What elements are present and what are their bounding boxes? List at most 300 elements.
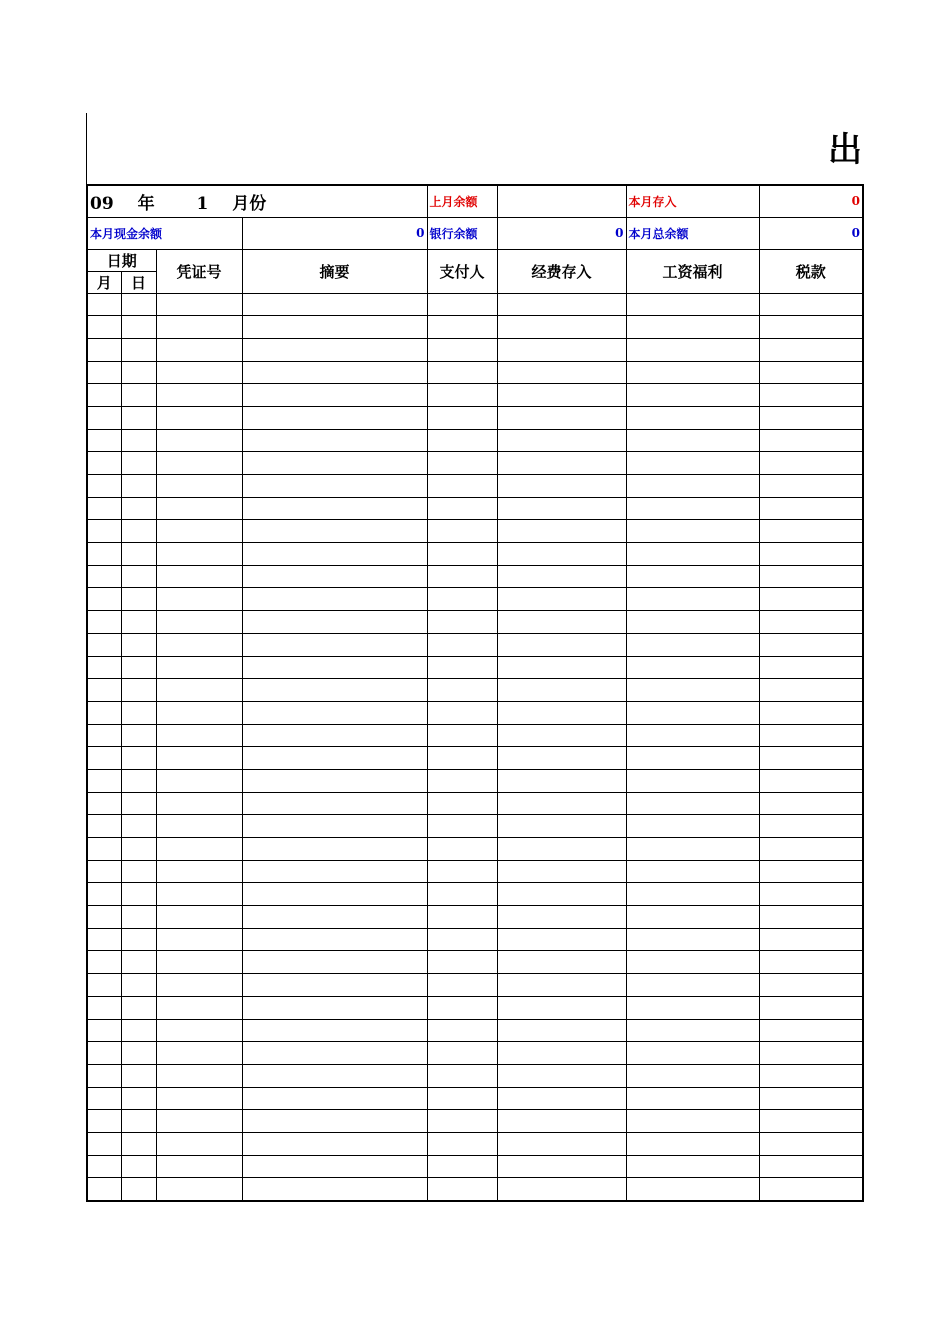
table-cell[interactable] <box>242 883 427 906</box>
table-cell[interactable] <box>759 1110 863 1133</box>
table-cell[interactable] <box>427 1042 497 1065</box>
table-cell[interactable] <box>156 475 242 498</box>
table-cell[interactable] <box>427 1019 497 1042</box>
table-cell[interactable] <box>121 1132 156 1155</box>
table-cell[interactable] <box>156 792 242 815</box>
table-cell[interactable] <box>121 497 156 520</box>
table-cell[interactable] <box>87 974 121 997</box>
table-cell[interactable] <box>242 497 427 520</box>
table-cell[interactable] <box>156 951 242 974</box>
table-cell[interactable] <box>121 611 156 634</box>
table-cell[interactable] <box>759 452 863 475</box>
table-cell[interactable] <box>242 747 427 770</box>
table-cell[interactable] <box>497 429 626 452</box>
table-cell[interactable] <box>427 1178 497 1201</box>
table-cell[interactable] <box>156 588 242 611</box>
table-cell[interactable] <box>156 656 242 679</box>
table-cell[interactable] <box>759 429 863 452</box>
table-cell[interactable] <box>626 1064 759 1087</box>
table-cell[interactable] <box>87 543 121 566</box>
table-cell[interactable] <box>242 588 427 611</box>
table-cell[interactable] <box>156 701 242 724</box>
table-cell[interactable] <box>242 384 427 407</box>
table-cell[interactable] <box>87 497 121 520</box>
table-cell[interactable] <box>497 316 626 339</box>
table-cell[interactable] <box>427 656 497 679</box>
table-cell[interactable] <box>759 656 863 679</box>
table-cell[interactable] <box>87 406 121 429</box>
table-cell[interactable] <box>242 838 427 861</box>
table-cell[interactable] <box>87 1064 121 1087</box>
table-cell[interactable] <box>626 860 759 883</box>
table-cell[interactable] <box>427 1064 497 1087</box>
table-cell[interactable] <box>626 293 759 316</box>
table-cell[interactable] <box>87 951 121 974</box>
table-cell[interactable] <box>121 1110 156 1133</box>
table-cell[interactable] <box>87 520 121 543</box>
table-cell[interactable] <box>427 724 497 747</box>
table-cell[interactable] <box>626 974 759 997</box>
table-cell[interactable] <box>156 1155 242 1178</box>
table-cell[interactable] <box>242 701 427 724</box>
prev-balance-value[interactable] <box>497 185 626 217</box>
table-cell[interactable] <box>497 1155 626 1178</box>
table-cell[interactable] <box>427 543 497 566</box>
table-cell[interactable] <box>626 633 759 656</box>
table-cell[interactable] <box>156 611 242 634</box>
table-cell[interactable] <box>759 769 863 792</box>
table-cell[interactable] <box>626 906 759 929</box>
table-cell[interactable] <box>497 1064 626 1087</box>
table-cell[interactable] <box>626 611 759 634</box>
table-cell[interactable] <box>759 1178 863 1201</box>
table-cell[interactable] <box>121 883 156 906</box>
table-cell[interactable] <box>87 475 121 498</box>
table-cell[interactable] <box>759 1019 863 1042</box>
table-cell[interactable] <box>156 1110 242 1133</box>
table-cell[interactable] <box>497 293 626 316</box>
table-cell[interactable] <box>87 1042 121 1065</box>
table-cell[interactable] <box>242 815 427 838</box>
table-cell[interactable] <box>497 475 626 498</box>
table-cell[interactable] <box>626 361 759 384</box>
table-cell[interactable] <box>497 1110 626 1133</box>
table-cell[interactable] <box>121 1087 156 1110</box>
table-cell[interactable] <box>427 1087 497 1110</box>
table-cell[interactable] <box>156 565 242 588</box>
table-cell[interactable] <box>87 1110 121 1133</box>
table-cell[interactable] <box>626 815 759 838</box>
table-cell[interactable] <box>87 565 121 588</box>
table-cell[interactable] <box>626 338 759 361</box>
table-cell[interactable] <box>242 361 427 384</box>
table-cell[interactable] <box>121 1019 156 1042</box>
table-cell[interactable] <box>156 769 242 792</box>
table-cell[interactable] <box>497 996 626 1019</box>
table-cell[interactable] <box>427 792 497 815</box>
table-cell[interactable] <box>87 611 121 634</box>
table-cell[interactable] <box>121 838 156 861</box>
table-cell[interactable] <box>121 724 156 747</box>
table-cell[interactable] <box>156 1064 242 1087</box>
table-cell[interactable] <box>427 452 497 475</box>
table-cell[interactable] <box>242 656 427 679</box>
table-cell[interactable] <box>427 520 497 543</box>
table-cell[interactable] <box>156 338 242 361</box>
table-cell[interactable] <box>242 543 427 566</box>
table-cell[interactable] <box>759 747 863 770</box>
table-cell[interactable] <box>497 452 626 475</box>
table-cell[interactable] <box>759 815 863 838</box>
table-cell[interactable] <box>497 792 626 815</box>
table-cell[interactable] <box>121 338 156 361</box>
table-cell[interactable] <box>759 497 863 520</box>
table-cell[interactable] <box>626 588 759 611</box>
table-cell[interactable] <box>87 1155 121 1178</box>
table-cell[interactable] <box>156 974 242 997</box>
table-cell[interactable] <box>87 338 121 361</box>
table-cell[interactable] <box>427 293 497 316</box>
table-cell[interactable] <box>626 543 759 566</box>
table-cell[interactable] <box>427 406 497 429</box>
table-cell[interactable] <box>242 1132 427 1155</box>
table-cell[interactable] <box>497 679 626 702</box>
table-cell[interactable] <box>87 906 121 929</box>
table-cell[interactable] <box>497 338 626 361</box>
table-cell[interactable] <box>242 406 427 429</box>
table-cell[interactable] <box>242 951 427 974</box>
table-cell[interactable] <box>87 747 121 770</box>
table-cell[interactable] <box>497 565 626 588</box>
table-cell[interactable] <box>121 1178 156 1201</box>
table-cell[interactable] <box>427 588 497 611</box>
table-cell[interactable] <box>87 1019 121 1042</box>
table-cell[interactable] <box>87 316 121 339</box>
table-cell[interactable] <box>242 1064 427 1087</box>
table-cell[interactable] <box>156 1087 242 1110</box>
table-cell[interactable] <box>156 497 242 520</box>
table-cell[interactable] <box>121 1064 156 1087</box>
table-cell[interactable] <box>759 883 863 906</box>
table-cell[interactable] <box>242 1087 427 1110</box>
table-cell[interactable] <box>626 429 759 452</box>
table-cell[interactable] <box>121 406 156 429</box>
table-cell[interactable] <box>242 679 427 702</box>
table-cell[interactable] <box>759 475 863 498</box>
table-cell[interactable] <box>497 883 626 906</box>
table-cell[interactable] <box>497 1042 626 1065</box>
table-cell[interactable] <box>759 906 863 929</box>
table-cell[interactable] <box>497 656 626 679</box>
table-cell[interactable] <box>427 361 497 384</box>
table-cell[interactable] <box>759 384 863 407</box>
table-cell[interactable] <box>121 974 156 997</box>
table-cell[interactable] <box>497 860 626 883</box>
table-cell[interactable] <box>242 611 427 634</box>
table-cell[interactable] <box>156 838 242 861</box>
table-cell[interactable] <box>427 701 497 724</box>
table-cell[interactable] <box>121 1042 156 1065</box>
table-cell[interactable] <box>497 543 626 566</box>
table-cell[interactable] <box>497 769 626 792</box>
table-cell[interactable] <box>497 611 626 634</box>
table-cell[interactable] <box>242 475 427 498</box>
table-cell[interactable] <box>121 769 156 792</box>
table-cell[interactable] <box>626 747 759 770</box>
table-cell[interactable] <box>759 543 863 566</box>
table-cell[interactable] <box>121 475 156 498</box>
table-cell[interactable] <box>156 361 242 384</box>
table-cell[interactable] <box>87 928 121 951</box>
table-cell[interactable] <box>427 565 497 588</box>
table-cell[interactable] <box>626 565 759 588</box>
table-cell[interactable] <box>87 701 121 724</box>
table-cell[interactable] <box>497 361 626 384</box>
table-cell[interactable] <box>626 656 759 679</box>
table-cell[interactable] <box>156 1132 242 1155</box>
table-cell[interactable] <box>497 906 626 929</box>
table-cell[interactable] <box>87 633 121 656</box>
table-cell[interactable] <box>121 906 156 929</box>
table-cell[interactable] <box>156 928 242 951</box>
table-cell[interactable] <box>242 338 427 361</box>
table-cell[interactable] <box>156 679 242 702</box>
table-cell[interactable] <box>626 1019 759 1042</box>
table-cell[interactable] <box>626 497 759 520</box>
table-cell[interactable] <box>242 520 427 543</box>
table-cell[interactable] <box>759 1042 863 1065</box>
table-cell[interactable] <box>759 1132 863 1155</box>
table-cell[interactable] <box>87 815 121 838</box>
cash-balance-value[interactable]: 0 <box>242 217 427 249</box>
table-cell[interactable] <box>427 928 497 951</box>
table-cell[interactable] <box>626 951 759 974</box>
table-cell[interactable] <box>87 724 121 747</box>
table-cell[interactable] <box>759 860 863 883</box>
table-cell[interactable] <box>497 815 626 838</box>
table-cell[interactable] <box>87 656 121 679</box>
table-cell[interactable] <box>121 928 156 951</box>
table-cell[interactable] <box>242 1155 427 1178</box>
table-cell[interactable] <box>759 724 863 747</box>
table-cell[interactable] <box>242 860 427 883</box>
table-cell[interactable] <box>759 316 863 339</box>
table-cell[interactable] <box>759 701 863 724</box>
table-cell[interactable] <box>121 565 156 588</box>
table-cell[interactable] <box>156 860 242 883</box>
table-cell[interactable] <box>156 520 242 543</box>
table-cell[interactable] <box>759 633 863 656</box>
table-cell[interactable] <box>759 361 863 384</box>
table-cell[interactable] <box>121 633 156 656</box>
table-cell[interactable] <box>626 1155 759 1178</box>
bank-balance-value[interactable]: 0 <box>497 217 626 249</box>
table-cell[interactable] <box>242 1110 427 1133</box>
table-cell[interactable] <box>87 679 121 702</box>
table-cell[interactable] <box>87 588 121 611</box>
table-cell[interactable] <box>497 701 626 724</box>
table-cell[interactable] <box>497 633 626 656</box>
table-cell[interactable] <box>626 452 759 475</box>
table-cell[interactable] <box>626 838 759 861</box>
table-cell[interactable] <box>427 996 497 1019</box>
table-cell[interactable] <box>121 588 156 611</box>
table-cell[interactable] <box>427 906 497 929</box>
table-cell[interactable] <box>427 633 497 656</box>
table-cell[interactable] <box>156 883 242 906</box>
table-cell[interactable] <box>156 1019 242 1042</box>
table-cell[interactable] <box>626 996 759 1019</box>
table-cell[interactable] <box>626 316 759 339</box>
table-cell[interactable] <box>156 906 242 929</box>
table-cell[interactable] <box>156 996 242 1019</box>
table-cell[interactable] <box>87 1087 121 1110</box>
table-cell[interactable] <box>242 452 427 475</box>
table-cell[interactable] <box>242 996 427 1019</box>
table-cell[interactable] <box>759 293 863 316</box>
table-cell[interactable] <box>497 497 626 520</box>
table-cell[interactable] <box>497 838 626 861</box>
table-cell[interactable] <box>497 1019 626 1042</box>
table-cell[interactable] <box>759 996 863 1019</box>
table-cell[interactable] <box>242 906 427 929</box>
table-cell[interactable] <box>121 951 156 974</box>
table-cell[interactable] <box>427 1155 497 1178</box>
table-cell[interactable] <box>87 384 121 407</box>
table-cell[interactable] <box>626 1132 759 1155</box>
table-cell[interactable] <box>121 701 156 724</box>
table-cell[interactable] <box>156 384 242 407</box>
table-cell[interactable] <box>497 974 626 997</box>
table-cell[interactable] <box>87 1178 121 1201</box>
table-cell[interactable] <box>156 633 242 656</box>
table-cell[interactable] <box>242 565 427 588</box>
table-cell[interactable] <box>759 406 863 429</box>
table-cell[interactable] <box>427 475 497 498</box>
table-cell[interactable] <box>242 769 427 792</box>
table-cell[interactable] <box>626 928 759 951</box>
table-cell[interactable] <box>427 1132 497 1155</box>
table-cell[interactable] <box>121 429 156 452</box>
table-cell[interactable] <box>427 384 497 407</box>
table-cell[interactable] <box>121 792 156 815</box>
table-cell[interactable] <box>121 293 156 316</box>
table-cell[interactable] <box>427 974 497 997</box>
table-cell[interactable] <box>87 1132 121 1155</box>
table-cell[interactable] <box>156 406 242 429</box>
table-cell[interactable] <box>121 996 156 1019</box>
table-cell[interactable] <box>626 792 759 815</box>
table-cell[interactable] <box>759 679 863 702</box>
table-cell[interactable] <box>497 384 626 407</box>
table-cell[interactable] <box>121 1155 156 1178</box>
table-cell[interactable] <box>427 838 497 861</box>
table-cell[interactable] <box>242 1178 427 1201</box>
table-cell[interactable] <box>87 769 121 792</box>
table-cell[interactable] <box>759 588 863 611</box>
table-cell[interactable] <box>242 724 427 747</box>
table-cell[interactable] <box>626 475 759 498</box>
table-cell[interactable] <box>497 588 626 611</box>
table-cell[interactable] <box>121 316 156 339</box>
table-cell[interactable] <box>427 611 497 634</box>
table-cell[interactable] <box>242 633 427 656</box>
table-cell[interactable] <box>121 815 156 838</box>
table-cell[interactable] <box>87 293 121 316</box>
table-cell[interactable] <box>121 543 156 566</box>
table-cell[interactable] <box>626 406 759 429</box>
table-cell[interactable] <box>759 520 863 543</box>
table-cell[interactable] <box>87 792 121 815</box>
table-cell[interactable] <box>427 769 497 792</box>
table-cell[interactable] <box>759 1064 863 1087</box>
table-cell[interactable] <box>497 951 626 974</box>
table-cell[interactable] <box>121 747 156 770</box>
table-cell[interactable] <box>156 724 242 747</box>
table-cell[interactable] <box>626 384 759 407</box>
table-cell[interactable] <box>121 656 156 679</box>
table-cell[interactable] <box>626 769 759 792</box>
total-balance-value[interactable]: 0 <box>759 217 863 249</box>
table-cell[interactable] <box>759 928 863 951</box>
table-cell[interactable] <box>427 316 497 339</box>
table-cell[interactable] <box>626 520 759 543</box>
table-cell[interactable] <box>759 565 863 588</box>
table-cell[interactable] <box>427 1110 497 1133</box>
table-cell[interactable] <box>121 679 156 702</box>
table-cell[interactable] <box>156 543 242 566</box>
table-cell[interactable] <box>242 1019 427 1042</box>
table-cell[interactable] <box>242 429 427 452</box>
table-cell[interactable] <box>87 429 121 452</box>
table-cell[interactable] <box>87 996 121 1019</box>
table-cell[interactable] <box>626 1110 759 1133</box>
table-cell[interactable] <box>87 860 121 883</box>
table-cell[interactable] <box>156 1178 242 1201</box>
month-deposit-value[interactable]: 0 <box>759 185 863 217</box>
table-cell[interactable] <box>759 838 863 861</box>
table-cell[interactable] <box>427 883 497 906</box>
table-cell[interactable] <box>242 974 427 997</box>
table-cell[interactable] <box>156 747 242 770</box>
table-cell[interactable] <box>87 838 121 861</box>
table-cell[interactable] <box>121 860 156 883</box>
table-cell[interactable] <box>626 1042 759 1065</box>
table-cell[interactable] <box>121 384 156 407</box>
table-cell[interactable] <box>156 1042 242 1065</box>
table-cell[interactable] <box>497 1178 626 1201</box>
table-cell[interactable] <box>497 1132 626 1155</box>
table-cell[interactable] <box>759 1155 863 1178</box>
table-cell[interactable] <box>242 316 427 339</box>
table-cell[interactable] <box>497 747 626 770</box>
table-cell[interactable] <box>156 429 242 452</box>
table-cell[interactable] <box>156 452 242 475</box>
table-cell[interactable] <box>121 452 156 475</box>
table-cell[interactable] <box>626 679 759 702</box>
table-cell[interactable] <box>121 520 156 543</box>
table-cell[interactable] <box>156 293 242 316</box>
table-cell[interactable] <box>242 792 427 815</box>
table-cell[interactable] <box>87 361 121 384</box>
table-cell[interactable] <box>759 1087 863 1110</box>
table-cell[interactable] <box>626 1178 759 1201</box>
table-cell[interactable] <box>759 974 863 997</box>
table-cell[interactable] <box>427 429 497 452</box>
table-cell[interactable] <box>156 316 242 339</box>
table-cell[interactable] <box>626 1087 759 1110</box>
table-cell[interactable] <box>626 883 759 906</box>
